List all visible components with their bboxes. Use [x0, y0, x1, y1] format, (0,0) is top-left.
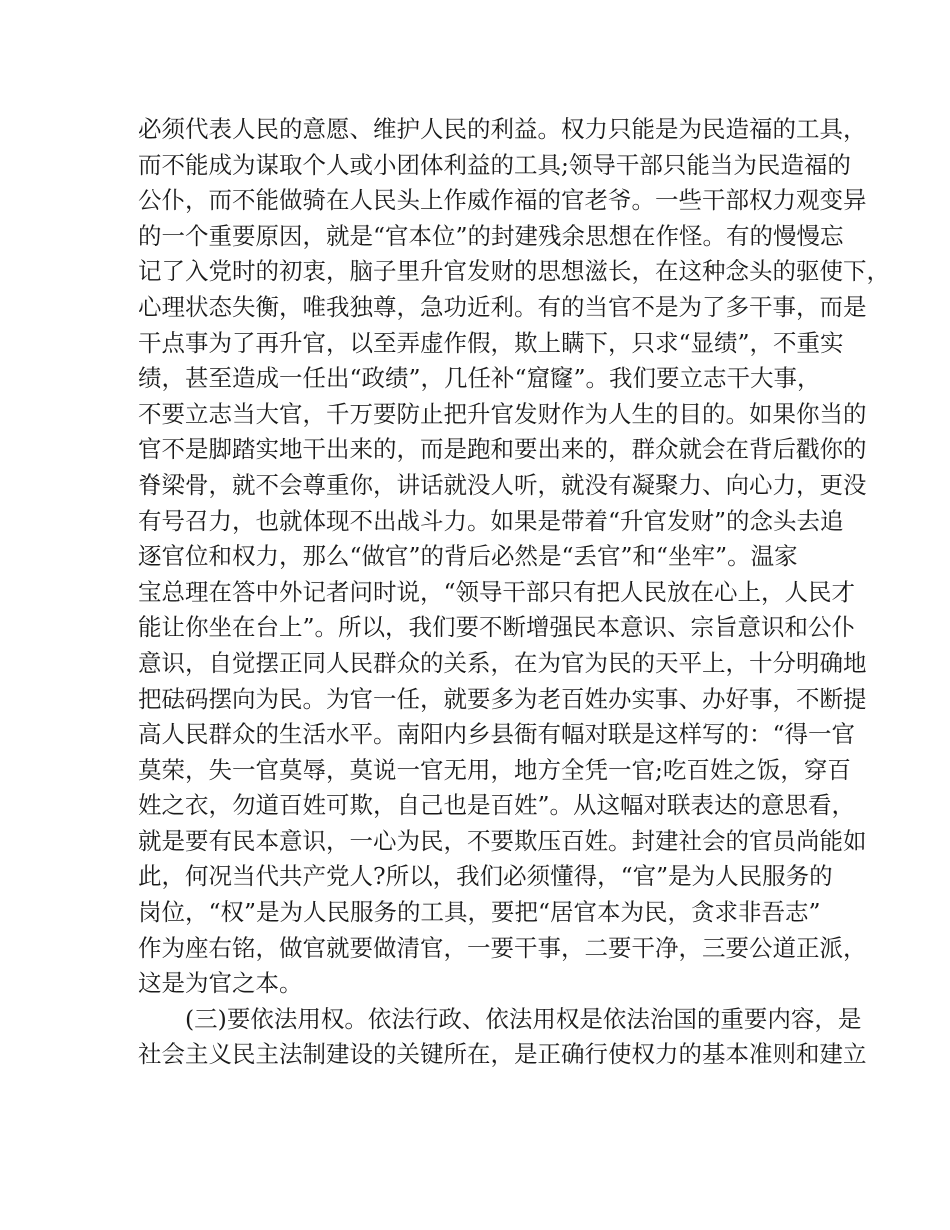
text-line: 能让你坐在台上”。所以，我们要不断增强民本意识、宗旨意识和公仆 [138, 613, 856, 642]
text-line: 逐官位和权力，那么“做官”的背后必然是“丢官”和“坐牢”。温家 [138, 542, 798, 571]
text-line: 干点事为了再升官，以至弄虚作假，欺上瞒下，只求“显绩”，不重实 [138, 328, 844, 357]
text-line: 必须代表人民的意愿、维护人民的利益。权力只能是为民造福的工具， [138, 115, 867, 143]
text-line: 有号召力，也就体现不出战斗力。如果是带着“升官发财”的念头去追 [138, 506, 844, 535]
text-line: 岗位，“权”是为人民服务的工具，要把“居官本为民，贪求非吾志” [138, 898, 821, 927]
text-line: 脊梁骨，就不会尊重你，讲话就没人听，就没有凝聚力、向心力，更没 [138, 470, 867, 499]
text-line: 记了入党时的初衷，脑子里升官发财的思想滋长，在这种念头的驱使下， [138, 257, 890, 286]
text-line: 把砝码摆向为民。为官一任，就要多为老百姓办实事、办好事，不断提 [138, 684, 867, 713]
text-line: 高人民群众的生活水平。南阳内乡县衙有幅对联是这样写的：“得一官 [138, 720, 856, 749]
text-line: 就是要有民本意识，一心为民，不要欺压百姓。封建社会的官员尚能如 [138, 826, 867, 855]
text-line: 公仆，而不能做骑在人民头上作威作福的官老爷。一些干部权力观变异 [138, 186, 867, 215]
text-line: 社会主义民主法制建设的关键所在，是正确行使权力的基本准则和建立 [138, 1040, 867, 1069]
text-line: 绩，甚至造成一任出“政绩”，几任补“窟窿”。我们要立志干大事， [138, 364, 821, 393]
text-line: 官不是脚踏实地干出来的，而是跑和要出来的，群众就会在背后戳你的 [138, 435, 867, 464]
text-line: 而不能成为谋取个人或小团体利益的工具;领导干部只能当为民造福的 [138, 150, 851, 179]
text-line: 意识，自觉摆正同人民群众的关系，在为官为民的天平上，十分明确地 [138, 648, 867, 677]
text-line: 宝总理在答中外记者问时说，“领导干部只有把人民放在心上，人民才 [138, 577, 856, 606]
section-heading-line: (三)要依法用权。依法行政、依法用权是依法治国的重要内容，是 [185, 1004, 862, 1033]
text-line: 莫荣，失一官莫辱，莫说一官无用，地方全凭一官;吃百姓之饭，穿百 [138, 755, 851, 784]
text-line: 姓之衣，勿道百姓可欺，自己也是百姓”。从这幅对联表达的意思看， [138, 791, 856, 820]
body-text [138, 112, 890, 1073]
text-line: 的一个重要原因，就是“官本位”的封建残余思想在作怪。有的慢慢忘 [138, 221, 844, 250]
text-line: 这是为官之本。 [138, 969, 303, 998]
text-line: 不要立志当大官，千万要防止把升官发财作为人生的目的。如果你当的 [138, 399, 867, 428]
text-line: 作为座右铭，做官就要做清官，一要干事，二要干净，三要公道正派， [138, 933, 867, 962]
text-line: 此，何况当代共产党人?所以，我们必须懂得，“官”是为人民服务的 [138, 862, 833, 891]
text-line: 心理状态失衡，唯我独尊，急功近利。有的当官不是为了多干事，而是 [138, 292, 867, 321]
